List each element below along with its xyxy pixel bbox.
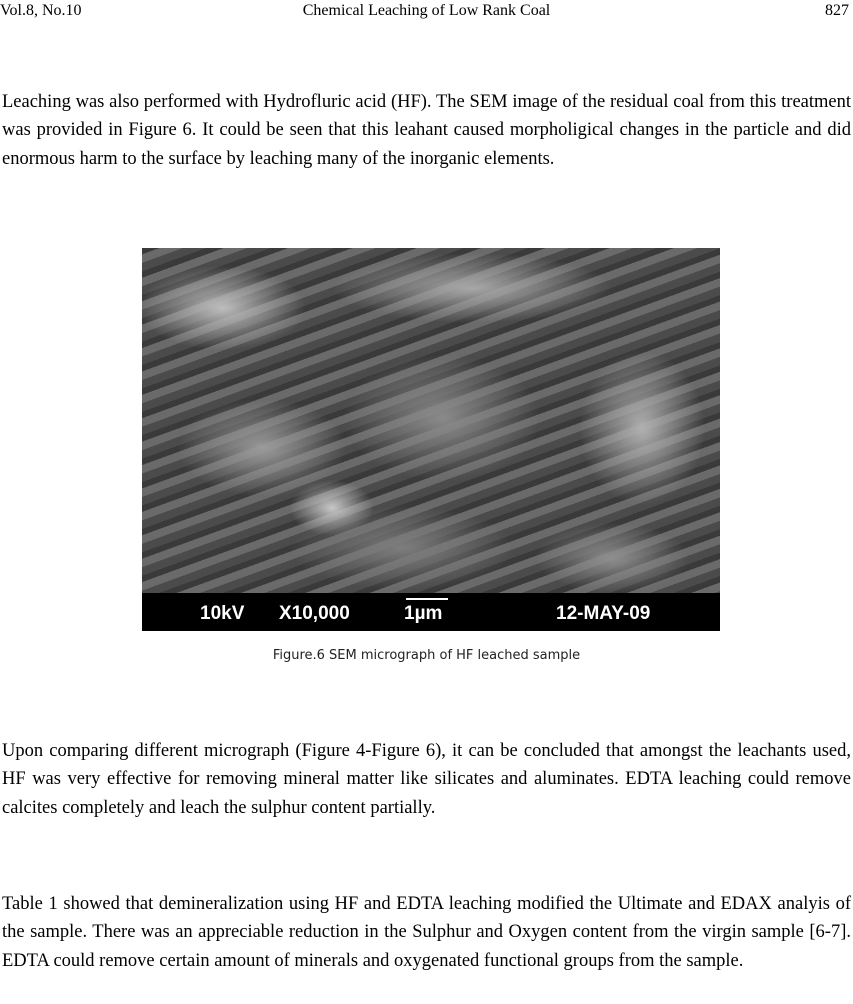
sem-micrograph [142, 248, 720, 631]
page-number: 827 [825, 2, 849, 19]
paragraph-3: Table 1 showed that demineralization using HF and EDTA leaching modified the Ultimate and EDAX analyis of the sample. There was an appreciable reduction in the Sulphur and Oxygen content from the virgin sample [6-7]. EDTA could remove certain amount of minerals and oxygenated functional groups from the sample. [2, 894, 851, 971]
sem-date: 12-MAY-09 [556, 603, 651, 624]
header-volume: Vol.8, No.10 [0, 2, 82, 19]
sem-info-bar [142, 593, 720, 631]
paragraph-1: Leaching was also performed with Hydrofluric acid (HF). The SEM image of the residual coal from this treatment was provided in Figure 6. It could be seen that this leahant caused morpholigical changes in the particle and did enormous harm to the surface by leaching many of the inorganic elements. [2, 92, 851, 169]
paragraph-2: Upon comparing different micrograph (Figure 4-Figure 6), it can be concluded that amongst the leachants used, HF was very effective for removing mineral matter like silicates and aluminates. EDTA leaching could remove calcites completely and leach the sulphur content partially. [2, 741, 851, 818]
figure-caption: Figure.6 SEM micrograph of HF leached sample [272, 648, 581, 663]
scale-bar [406, 598, 448, 600]
sem-scale-label: 1µm [404, 603, 443, 624]
header-title: Chemical Leaching of Low Rank Coal [302, 2, 551, 19]
sem-magnification: X10,000 [279, 603, 350, 624]
sem-voltage: 10kV [200, 603, 245, 624]
